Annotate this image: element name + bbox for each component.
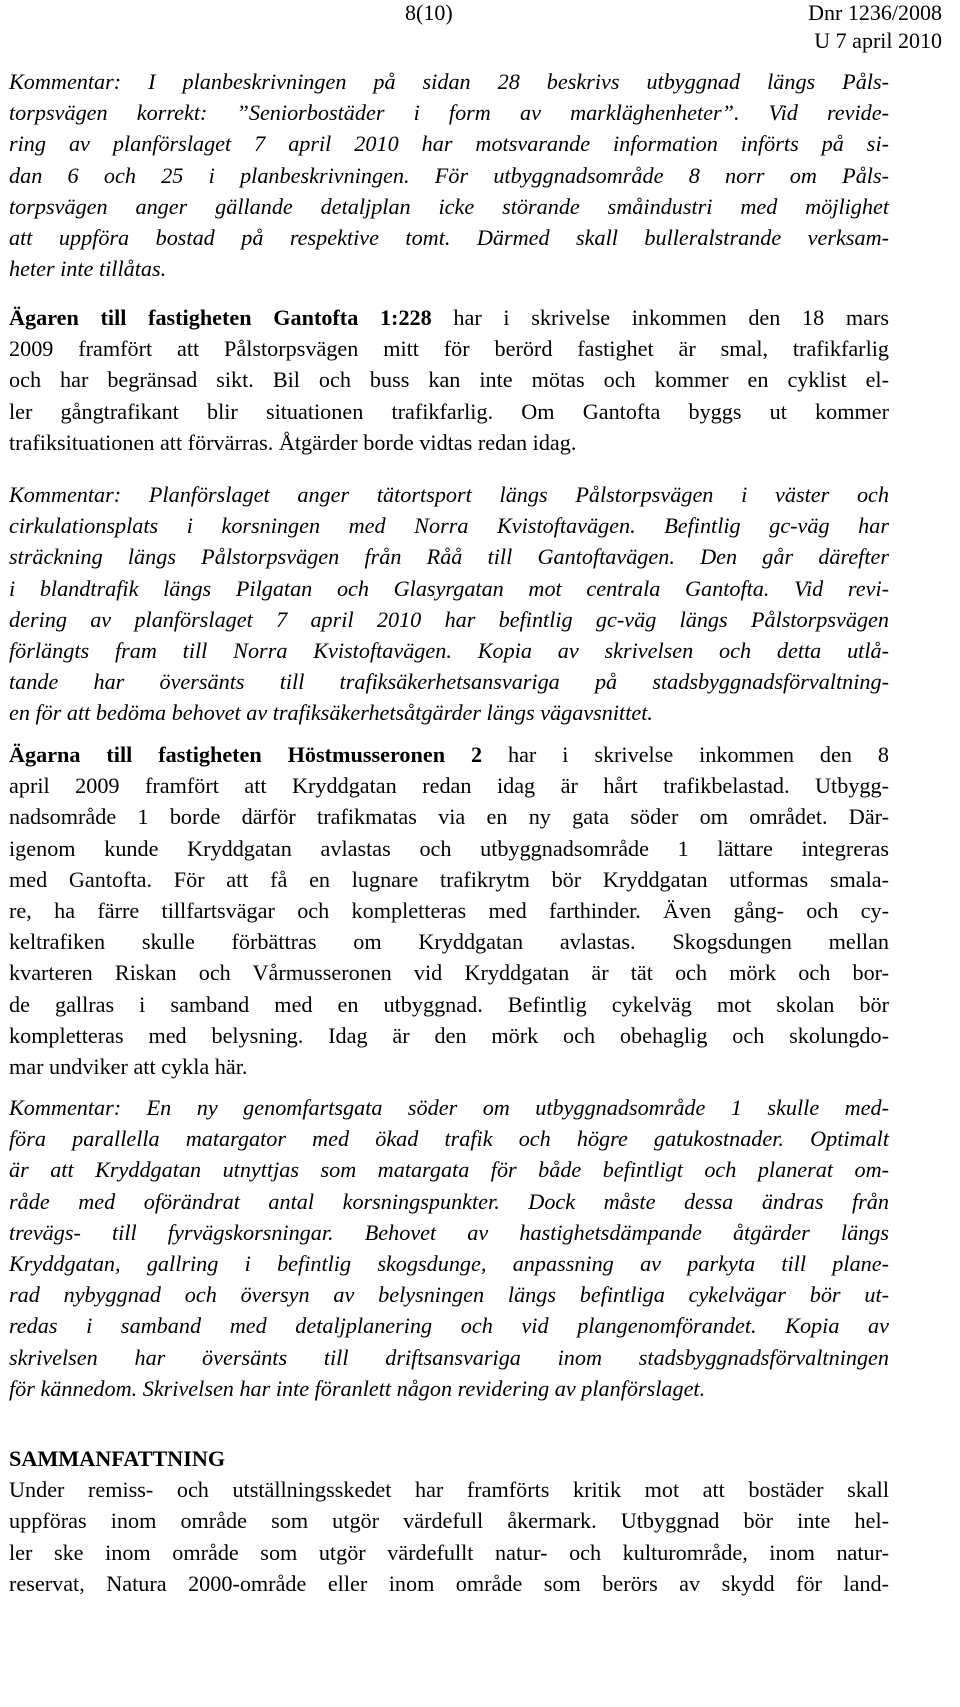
comment-paragraph-2 (9, 479, 889, 729)
text-line: april 2009 framfört att Kryddgatan redan idag är hårt trafikbelastad. Utbygg- (9, 773, 889, 799)
text-line: förlängts fram till Norra Kvistoftavägen. Kopia av skrivelsen och detta utlå- (9, 638, 889, 664)
text-line: Kryddgatan, gallring i befintlig skogsdunge, anpassning av parkyta till plane- (9, 1251, 889, 1277)
text-line: trafiksituationen att förvärras. Åtgärder borde vidtas redan idag. (9, 429, 577, 455)
text-line: föra parallella matargator med ökad trafik och högre gatukostnader. Optimalt (9, 1126, 889, 1152)
text-line: skrivelsen har översänts till driftsansvariga inom stadsbyggnadsförvaltningen (9, 1344, 889, 1370)
text-line: trevägs- till fyrvägskorsningar. Behovet av hastighetsdämpande åtgärder längs (9, 1219, 889, 1245)
text-line: Ägarna till fastigheten Höstmusseronen 2 har i skrivelse inkommen den 8 (9, 742, 889, 767)
document-number: Dnr 1236/2008 (808, 0, 942, 25)
text-line: de gallras i samband med en utbyggnad. Befintlig cykelväg mot skolan bör (9, 991, 889, 1017)
text-line: en för att bedöma behovet av trafiksäkerhetsåtgärder längs vägavsnittet. (9, 700, 653, 726)
text-line: nadsområde 1 borde därför trafikmatas via en ny gata söder om området. Där- (9, 804, 889, 830)
text-line: ring av planförslaget 7 april 2010 har motsvarande information införts på si- (9, 131, 889, 157)
text-line: i blandtrafik längs Pilgatan och Glasyrgatan mot centrala Gantofta. Vid revi- (9, 575, 889, 601)
text-line: och har begränsad sikt. Bil och buss kan inte mötas och kommer en cyklist el- (9, 367, 889, 393)
text-line: tande har översänts till trafiksäkerhetsansvariga på stadsbyggnadsförvaltning- (9, 669, 889, 695)
text-line: uppföras inom område som utgör värdefull åkermark. Utbyggnad bör inte hel- (9, 1508, 889, 1534)
section-heading: SAMMANFATTNING (9, 1446, 226, 1471)
text-line: keltrafiken skulle förbättras om Kryddgatan avlastas. Skogsdungen mellan (9, 929, 889, 955)
text-line: reservat, Natura 2000-område eller inom område som berörs av skydd för land- (9, 1570, 889, 1596)
text-line: sträckning längs Pålstorpsvägen från Råå till Gantoftavägen. Den går därefter (9, 544, 889, 570)
comment-paragraph-3 (9, 1092, 889, 1404)
document-date: U 7 april 2010 (814, 28, 942, 53)
text-line: ler ske inom område som utgör värdefullt natur- och kulturområde, inom natur- (9, 1539, 889, 1565)
text-line: Kommentar: I planbeskrivningen på sidan 28 beskrivs utbyggnad längs Påls- (9, 69, 889, 94)
text-line: Under remiss- och utställningsskedet har framförts kritik mot att bostäder skall (9, 1477, 889, 1503)
text-line: med Gantofta. För att få en lugnare trafikrytm bör Kryddgatan utformas smala- (9, 866, 889, 892)
text-line: redas i samband med detaljplanering och vid plangenomförandet. Kopia av (9, 1313, 889, 1339)
text-line: heter inte tillåtas. (9, 256, 167, 282)
text-line: dan 6 och 25 i planbeskrivningen. För utbyggnadsområde 8 norr om Påls- (9, 162, 889, 188)
letter-paragraph-hostmusseronen (9, 739, 889, 1082)
summary-section (9, 1443, 889, 1599)
text-line: Kommentar: Planförslaget anger tätortsport längs Pålstorpsvägen i väster och (9, 482, 889, 507)
text-line: Kommentar: En ny genomfartsgata söder om utbyggnadsområde 1 skulle med- (9, 1095, 889, 1120)
letter-paragraph-gantofta (9, 302, 889, 458)
text-line: dering av planförslaget 7 april 2010 har befintlig gc-väg längs Pålstorpsvägen (9, 606, 889, 632)
text-line: för kännedom. Skrivelsen har inte föranlett någon revidering av planförslaget. (9, 1375, 706, 1401)
text-line: att uppföra bostad på respektive tomt. Därmed skall bulleralstrande verksam- (9, 225, 889, 251)
text-line: Ägaren till fastigheten Gantofta 1:228 har i skrivelse inkommen den 18 mars (9, 305, 890, 330)
text-line: råde med oförändrat antal korsningspunkter. Dock måste dessa ändras från (9, 1188, 889, 1214)
text-line: igenom kunde Kryddgatan avlastas och utbyggnadsområde 1 lättare integreras (9, 835, 889, 861)
text-line: torpsvägen korrekt: ”Seniorbostäder i form av markläghenheter”. Vid revide- (9, 100, 889, 126)
page-number: 8(10) (405, 0, 453, 25)
text-line: re, ha färre tillfartsvägar och kompletteras med farthinder. Även gång- och cy- (9, 898, 889, 924)
text-line: cirkulationsplats i korsningen med Norra Kvistoftavägen. Befintlig gc-väg har (9, 513, 889, 539)
text-line: rad nybyggnad och översyn av belysningen längs befintliga cykelvägar bör ut- (9, 1282, 889, 1308)
text-line: kvarteren Riskan och Vårmusseronen vid Kryddgatan är tät och mörk och bor- (9, 960, 889, 986)
text-line: är att Kryddgatan utnyttjas som matargata för både befintligt och planerat om- (9, 1157, 889, 1183)
text-line: ler gångtrafikant blir situationen trafikfarlig. Om Gantofta byggs ut kommer (9, 398, 889, 424)
property-owner-label: Ägaren till fastigheten Gantofta 1:228 (9, 305, 432, 330)
property-owner-label: Ägarna till fastigheten Höstmusseronen 2 (9, 742, 483, 767)
text-line: kompletteras med belysning. Idag är den mörk och obehaglig och skolungdo- (9, 1022, 889, 1048)
text-line: 2009 framfört att Pålstorpsvägen mitt för berörd fastighet är smal, trafikfarlig (9, 336, 889, 362)
comment-paragraph-1 (9, 66, 889, 284)
text-line: torpsvägen anger gällande detaljplan icke störande småindustri med möjlighet (9, 193, 889, 219)
text-line: mar undviker att cykla här. (9, 1054, 248, 1080)
